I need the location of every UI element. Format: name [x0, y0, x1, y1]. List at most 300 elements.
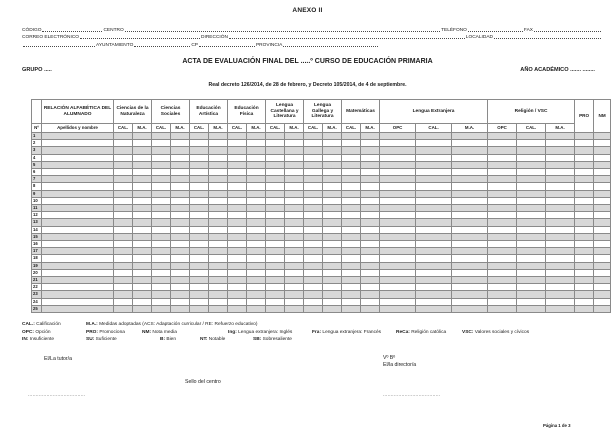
grade-cell — [133, 233, 152, 240]
student-name-cell — [42, 241, 114, 248]
grade-cell — [575, 154, 594, 161]
student-row-23 — [32, 291, 611, 298]
grade-cell — [342, 233, 361, 240]
grade-cell — [594, 277, 611, 284]
grade-cell — [171, 197, 190, 204]
row-number: 17 — [32, 248, 42, 255]
grade-cell — [209, 205, 228, 212]
student-name-cell — [42, 154, 114, 161]
grade-cell — [342, 169, 361, 176]
row-number: 21 — [32, 277, 42, 284]
grade-cell — [152, 169, 171, 176]
grade-cell — [152, 140, 171, 147]
grade-cell — [416, 154, 452, 161]
correo-label: CORREO ELECTRÓNICO — [22, 35, 80, 40]
grade-cell — [452, 219, 488, 226]
grade-cell — [209, 190, 228, 197]
grade-cell — [342, 161, 361, 168]
grade-cell — [152, 255, 171, 262]
grade-cell — [190, 284, 209, 291]
grade-cell — [190, 269, 209, 276]
grade-cell — [488, 197, 517, 204]
grade-cell — [133, 226, 152, 233]
grade-cell — [594, 305, 611, 312]
grade-cell — [517, 169, 546, 176]
student-name-cell — [42, 262, 114, 269]
grade-cell — [114, 291, 133, 298]
grade-cell — [304, 190, 323, 197]
grade-cell — [247, 205, 266, 212]
grade-cell — [416, 233, 452, 240]
legend-definition: Notable — [208, 337, 226, 343]
grade-cell — [209, 147, 228, 154]
grade-cell — [416, 197, 452, 204]
subject-header-6: Matemáticas — [342, 100, 380, 124]
grade-cell — [228, 205, 247, 212]
grade-cell — [171, 277, 190, 284]
grade-cell — [228, 284, 247, 291]
grade-cell — [304, 277, 323, 284]
grade-cell — [488, 284, 517, 291]
legend-definition: Medidas adoptadas (ACS: Adaptación curricular / RE: Refuerzo educativo) — [99, 322, 258, 327]
grade-cell — [190, 197, 209, 204]
legend-term: IN: — [22, 337, 30, 343]
grade-cell — [342, 154, 361, 161]
grade-cell — [594, 233, 611, 240]
grade-cell — [342, 284, 361, 291]
subcol-header-8-2: M.A. — [546, 124, 575, 133]
single-col-header-1: NM — [594, 100, 611, 133]
grade-cell — [171, 284, 190, 291]
evaluation-table — [31, 99, 611, 313]
grade-cell — [594, 226, 611, 233]
grade-cell — [546, 298, 575, 305]
grade-cell — [209, 255, 228, 262]
grade-cell — [266, 197, 285, 204]
grade-cell — [247, 298, 266, 305]
legend-term: M.A.: — [86, 322, 100, 327]
grade-cell — [452, 305, 488, 312]
grade-cell — [114, 169, 133, 176]
grade-cell — [380, 169, 416, 176]
grade-cell — [517, 298, 546, 305]
student-name-cell — [42, 226, 114, 233]
grade-cell — [171, 154, 190, 161]
grade-cell — [361, 226, 380, 233]
legend-definition: Opción — [35, 329, 51, 335]
grade-cell — [304, 176, 323, 183]
grade-cell — [285, 248, 304, 255]
grade-cell — [228, 183, 247, 190]
grade-cell — [247, 262, 266, 269]
grade-cell — [416, 147, 452, 154]
grade-cell — [380, 140, 416, 147]
fax-field-line — [534, 30, 601, 32]
grade-cell — [114, 176, 133, 183]
grade-cell — [190, 176, 209, 183]
grade-cell — [361, 233, 380, 240]
student-row-10 — [32, 197, 611, 204]
legend-definition: Calificación — [36, 322, 61, 327]
grade-cell — [152, 147, 171, 154]
grade-cell — [114, 205, 133, 212]
grade-cell — [416, 205, 452, 212]
subject-header-5: Lengua Gallega y Literatura — [304, 100, 342, 124]
legend-item — [228, 330, 312, 335]
grade-cell — [452, 262, 488, 269]
grade-cell — [488, 219, 517, 226]
grade-cell — [190, 241, 209, 248]
grade-cell — [266, 255, 285, 262]
grade-cell — [323, 284, 342, 291]
grade-cell — [152, 133, 171, 140]
grade-cell — [247, 233, 266, 240]
grade-cell — [361, 183, 380, 190]
student-name-cell — [42, 133, 114, 140]
grade-cell — [575, 212, 594, 219]
grade-cell — [452, 284, 488, 291]
grade-cell — [575, 255, 594, 262]
student-name-cell — [42, 197, 114, 204]
student-name-cell — [42, 190, 114, 197]
subject-header-7: Lengua Extranjera — [380, 100, 488, 124]
telefono-label: TELÉFONO — [441, 27, 467, 33]
grade-cell — [342, 241, 361, 248]
legend-term: B: — [160, 337, 167, 343]
grade-cell — [133, 269, 152, 276]
student-row-15 — [32, 233, 611, 240]
grade-cell — [133, 140, 152, 147]
row-number: 1 — [32, 133, 42, 140]
grade-cell — [247, 147, 266, 154]
decree-subtitle: Real decreto 126/2014, de 28 de febrero, y Decreto 105/2014, de 4 de septiembre. — [208, 82, 407, 88]
grade-cell — [594, 154, 611, 161]
grade-cell — [416, 176, 452, 183]
student-row-5 — [32, 161, 611, 168]
grade-cell — [416, 305, 452, 312]
grade-cell — [247, 190, 266, 197]
grade-cell — [452, 147, 488, 154]
cp-label: CP — [191, 42, 198, 48]
grade-cell — [323, 147, 342, 154]
grade-cell — [133, 169, 152, 176]
grade-cell — [133, 183, 152, 190]
grade-cell — [247, 140, 266, 147]
grade-cell — [323, 190, 342, 197]
contact-line-3 — [22, 40, 402, 48]
grade-cell — [247, 284, 266, 291]
grade-cell — [575, 176, 594, 183]
grade-cell — [342, 248, 361, 255]
row-number: 22 — [32, 284, 42, 291]
grade-cell — [546, 197, 575, 204]
grade-cell — [488, 255, 517, 262]
grade-cell — [452, 133, 488, 140]
grade-cell — [517, 161, 546, 168]
students-group-header: RELACIÓN ALFABÉTICA DEL ALUMNADO — [42, 100, 114, 124]
grade-cell — [228, 241, 247, 248]
subcol-header-6-0: CAL. — [342, 124, 361, 133]
grade-cell — [228, 262, 247, 269]
grade-cell — [285, 197, 304, 204]
subject-header-4: Lengua Castellana y Literatura — [266, 100, 304, 124]
grade-cell — [114, 212, 133, 219]
grade-cell — [323, 133, 342, 140]
grade-cell — [546, 226, 575, 233]
student-row-21 — [32, 277, 611, 284]
grade-cell — [361, 197, 380, 204]
grade-cell — [285, 147, 304, 154]
grade-cell — [380, 147, 416, 154]
grade-cell — [594, 176, 611, 183]
grade-cell — [380, 161, 416, 168]
grade-cell — [517, 255, 546, 262]
grade-cell — [304, 161, 323, 168]
grade-cell — [285, 298, 304, 305]
subcol-header-7-1: CAL. — [416, 124, 452, 133]
grade-cell — [133, 212, 152, 219]
grade-cell — [152, 183, 171, 190]
grade-cell — [152, 298, 171, 305]
row-number: 19 — [32, 262, 42, 269]
grade-cell — [575, 269, 594, 276]
grade-cell — [133, 305, 152, 312]
row-number: 12 — [32, 212, 42, 219]
subject-header-3: Educación Física — [228, 100, 266, 124]
grade-cell — [209, 233, 228, 240]
grade-cell — [380, 298, 416, 305]
grade-cell — [361, 305, 380, 312]
grade-cell — [323, 305, 342, 312]
grade-cell — [247, 305, 266, 312]
grade-cell — [190, 140, 209, 147]
row-number: 10 — [32, 197, 42, 204]
grade-cell — [416, 140, 452, 147]
legend-term: NM: — [142, 329, 153, 335]
grade-cell — [285, 212, 304, 219]
grade-cell — [190, 169, 209, 176]
student-name-cell — [42, 183, 114, 190]
grade-cell — [323, 262, 342, 269]
grade-cell — [546, 205, 575, 212]
grade-cell — [380, 183, 416, 190]
grade-cell — [594, 219, 611, 226]
grade-cell — [266, 226, 285, 233]
student-row-20 — [32, 269, 611, 276]
grade-cell — [133, 205, 152, 212]
grade-cell — [546, 140, 575, 147]
grade-cell — [546, 176, 575, 183]
grade-cell — [488, 133, 517, 140]
grade-cell — [488, 298, 517, 305]
legend-item — [86, 322, 257, 327]
codigo-label: CÓDIGO — [22, 27, 42, 33]
grade-cell — [304, 298, 323, 305]
row-number: 4 — [32, 154, 42, 161]
grade-cell — [361, 147, 380, 154]
grade-cell — [380, 212, 416, 219]
grade-cell — [452, 226, 488, 233]
grade-cell — [594, 248, 611, 255]
grade-cell — [190, 291, 209, 298]
subcol-header-7-0: OPC — [380, 124, 416, 133]
grade-cell — [285, 133, 304, 140]
grade-cell — [416, 255, 452, 262]
grade-cell — [285, 284, 304, 291]
student-row-6 — [32, 169, 611, 176]
grade-cell — [594, 169, 611, 176]
grade-cell — [209, 305, 228, 312]
grade-cell — [546, 255, 575, 262]
legend-term: NT: — [200, 337, 209, 343]
grade-cell — [342, 269, 361, 276]
grade-cell — [575, 241, 594, 248]
grade-cell — [228, 147, 247, 154]
grade-cell — [266, 291, 285, 298]
grade-cell — [228, 219, 247, 226]
grade-cell — [266, 277, 285, 284]
fax-label: FAX — [523, 27, 533, 33]
director-label: El/la director/a — [383, 362, 417, 368]
grade-cell — [190, 205, 209, 212]
grade-cell — [380, 291, 416, 298]
grade-cell — [517, 190, 546, 197]
student-row-12 — [32, 212, 611, 219]
grade-cell — [247, 169, 266, 176]
grade-cell — [266, 183, 285, 190]
legend-term: OPC: — [22, 329, 36, 335]
grade-cell — [190, 305, 209, 312]
legend-item — [312, 330, 396, 335]
grade-cell — [575, 190, 594, 197]
legend-line-3 — [22, 337, 607, 345]
grade-cell — [247, 212, 266, 219]
grade-cell — [228, 226, 247, 233]
grade-cell — [285, 277, 304, 284]
grade-cell — [380, 176, 416, 183]
grade-cell — [452, 241, 488, 248]
grade-cell — [361, 284, 380, 291]
vobo-block — [383, 355, 416, 369]
grade-cell — [546, 291, 575, 298]
grade-cell — [546, 262, 575, 269]
legend-definition: Insuficiente — [29, 337, 54, 343]
grade-cell — [266, 219, 285, 226]
subject-header-8: Religión / VSC — [488, 100, 575, 124]
grade-cell — [171, 183, 190, 190]
grade-cell — [594, 133, 611, 140]
subcol-header-5-0: CAL. — [304, 124, 323, 133]
grade-cell — [247, 255, 266, 262]
legend-definition: Sobresaliente — [262, 337, 292, 343]
grade-cell — [517, 205, 546, 212]
student-name-cell — [42, 291, 114, 298]
grade-cell — [546, 305, 575, 312]
legend-term: PRO: — [86, 329, 100, 335]
grade-cell — [488, 140, 517, 147]
grade-cell — [342, 147, 361, 154]
grade-cell — [285, 161, 304, 168]
grade-cell — [209, 183, 228, 190]
grade-cell — [452, 197, 488, 204]
row-number: 18 — [32, 255, 42, 262]
grade-cell — [488, 212, 517, 219]
grade-cell — [209, 197, 228, 204]
grade-cell — [285, 269, 304, 276]
grade-cell — [323, 269, 342, 276]
subject-header-2: Educación Artística — [190, 100, 228, 124]
grade-cell — [304, 212, 323, 219]
grade-cell — [594, 241, 611, 248]
grade-cell — [488, 161, 517, 168]
grade-cell — [594, 140, 611, 147]
grade-cell — [575, 233, 594, 240]
grade-cell — [209, 284, 228, 291]
grade-cell — [517, 154, 546, 161]
grade-cell — [323, 241, 342, 248]
grade-cell — [517, 233, 546, 240]
grade-cell — [133, 197, 152, 204]
grade-cell — [416, 262, 452, 269]
grade-cell — [152, 205, 171, 212]
grade-cell — [323, 219, 342, 226]
grade-cell — [304, 248, 323, 255]
grade-cell — [380, 248, 416, 255]
grade-cell — [190, 161, 209, 168]
grade-cell — [575, 147, 594, 154]
grade-cell — [114, 183, 133, 190]
grade-cell — [133, 277, 152, 284]
grade-cell — [488, 226, 517, 233]
grade-cell — [380, 277, 416, 284]
grade-cell — [488, 190, 517, 197]
grade-cell — [304, 205, 323, 212]
grade-cell — [452, 291, 488, 298]
grade-cell — [323, 161, 342, 168]
grade-cell — [228, 291, 247, 298]
grade-cell — [575, 140, 594, 147]
row-number: 2 — [32, 140, 42, 147]
grade-cell — [517, 226, 546, 233]
grade-cell — [133, 255, 152, 262]
centro-label: CENTRO — [103, 27, 124, 33]
grade-cell — [575, 291, 594, 298]
grade-cell — [209, 277, 228, 284]
grade-cell — [361, 190, 380, 197]
grade-cell — [247, 133, 266, 140]
grade-cell — [452, 176, 488, 183]
student-name-cell — [42, 305, 114, 312]
grade-cell — [575, 226, 594, 233]
student-row-13 — [32, 219, 611, 226]
grade-cell — [546, 169, 575, 176]
grade-cell — [171, 248, 190, 255]
grade-cell — [285, 140, 304, 147]
grade-cell — [517, 176, 546, 183]
grade-cell — [152, 269, 171, 276]
grade-cell — [114, 269, 133, 276]
grade-cell — [190, 226, 209, 233]
grade-cell — [114, 197, 133, 204]
student-row-14 — [32, 226, 611, 233]
grade-cell — [285, 305, 304, 312]
grade-cell — [209, 140, 228, 147]
subcol-header-7-2: M.A. — [452, 124, 488, 133]
grade-cell — [190, 212, 209, 219]
grade-cell — [171, 305, 190, 312]
grade-cell — [380, 241, 416, 248]
grade-cell — [594, 284, 611, 291]
